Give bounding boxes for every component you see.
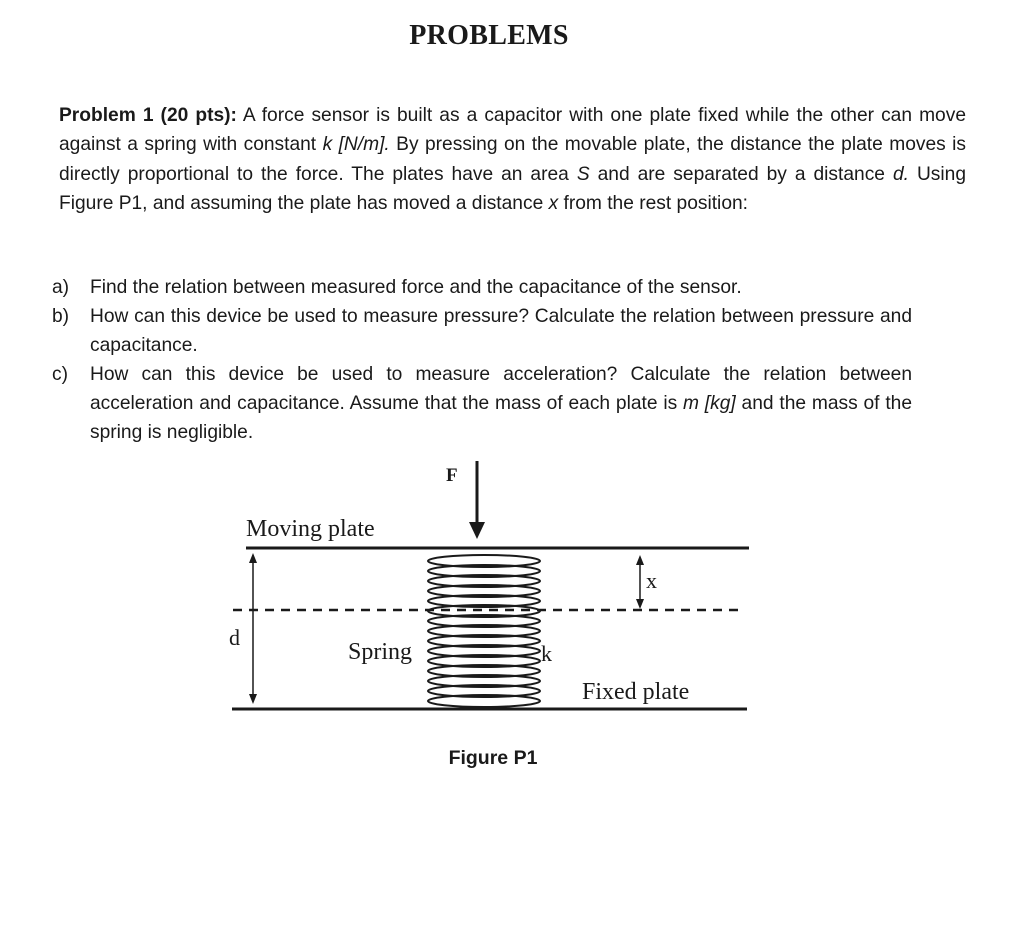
sub-question-marker: b): [52, 306, 70, 327]
fixed-plate-label: Fixed plate: [582, 679, 690, 705]
sub-question-marker: c): [52, 364, 68, 385]
figure-caption: Figure P1: [448, 747, 538, 769]
sub-question-text-2: and the mass of the spring is negligible.: [90, 393, 913, 443]
problem-text-2: By pressing on the movable plate, the distance the plate moves is directly proportional to the force. The plates have an area: [59, 134, 967, 185]
k-label: k: [541, 641, 552, 666]
spring-label: Spring: [348, 639, 413, 665]
d-label: d: [229, 625, 240, 650]
problem-s: S: [576, 163, 590, 185]
moving-plate-label: Moving plate: [246, 516, 375, 542]
x-arrow-top: [636, 555, 644, 565]
d-arrow-top: [249, 553, 257, 563]
sub-question-text: How can this device be used to measure pressure? Calculate the relation between pressure and capacitance.: [90, 306, 912, 356]
sub-question-mass: m [kg]: [683, 393, 736, 414]
problem-text-5: from the rest position:: [558, 193, 748, 215]
x-label: x: [646, 568, 657, 593]
sub-question-marker: a): [52, 277, 70, 298]
sub-question-text-1: How can this device be used to measure acceleration? Calculate the relation between acceleration and capacitance. Assume that the mass of each plate is: [90, 364, 912, 414]
problem-text-4: Using Figure P1, and assuming the plate has moved a distance: [59, 163, 967, 215]
d-arrow-bottom: [249, 694, 257, 704]
problem-x: x: [548, 193, 559, 215]
x-arrow-bottom: [636, 599, 644, 609]
page-heading: PROBLEMS: [409, 20, 569, 51]
problem-d: d.: [892, 163, 909, 185]
force-label: F: [446, 465, 458, 486]
sub-question-text: Find the relation between measured force and the capacitance of the sensor.: [90, 277, 742, 298]
problem-text-1: A force sensor is built as a capacitor with one plate fixed while the other can move against a spring with constant: [59, 105, 966, 156]
spring-coil: [428, 555, 540, 707]
problem-k: k [N/m].: [322, 134, 390, 156]
force-arrow-head: [469, 522, 485, 539]
problem-text-3: and are separated by a distance: [589, 163, 893, 185]
problem-lead: Problem 1 (20 pts):: [59, 105, 237, 126]
